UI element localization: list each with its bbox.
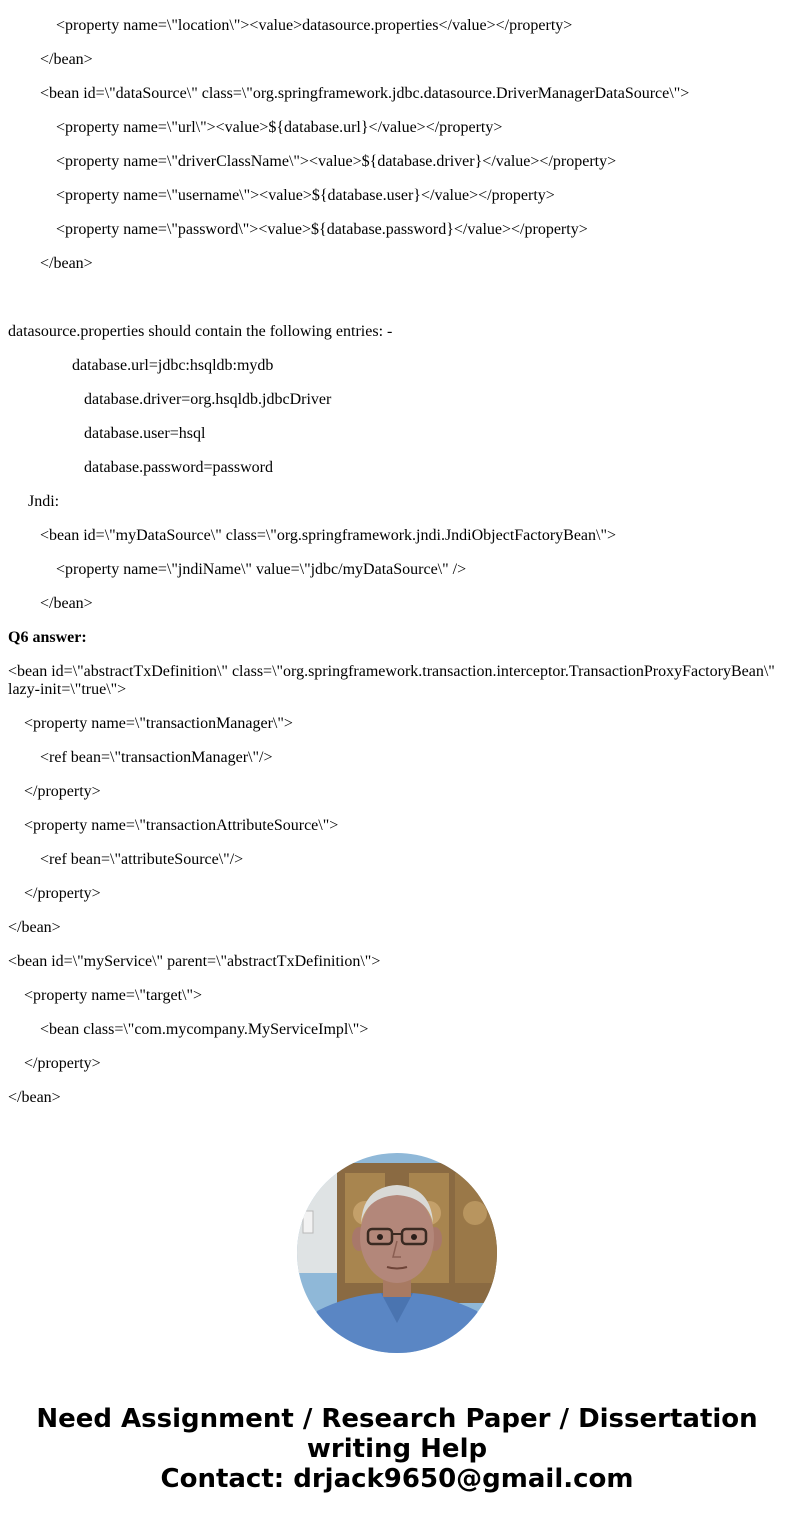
code-line: <property name=\"transactionManager\"> <box>24 715 293 732</box>
cta-headline-line: writing Help <box>306 1434 488 1464</box>
properties-entry: database.driver=org.hsqldb.jdbcDriver <box>84 391 332 408</box>
code-line: </property> <box>24 783 101 800</box>
code-line: <bean id=\"myService\" parent=\"abstractTxDefinition\"> <box>8 953 381 970</box>
code-line: <property name=\"location\"><value>datasource.properties</value></property> <box>56 17 573 34</box>
section-label: Jndi: <box>28 493 60 510</box>
properties-entry: database.password=password <box>84 459 273 476</box>
code-line: </bean> <box>40 595 93 612</box>
contact-email: Contact: drjack9650@gmail.com <box>160 1464 634 1494</box>
code-line: </property> <box>24 1055 101 1072</box>
code-line: </bean> <box>40 255 93 272</box>
code-line: <property name=\"jndiName\" value=\"jdbc/myDataSource\" /> <box>56 561 467 578</box>
code-line: </bean> <box>8 1089 61 1106</box>
code-line: </bean> <box>8 919 61 936</box>
code-line: <property name=\"driverClassName\"><value>${database.driver}</value></property> <box>56 153 617 170</box>
code-line: <ref bean=\"transactionManager\"/> <box>40 749 273 766</box>
code-line: <ref bean=\"attributeSource\"/> <box>40 851 244 868</box>
cta-headline-line: Need Assignment / Research Paper / Dissertation <box>36 1404 758 1434</box>
code-line: </bean> <box>40 51 93 68</box>
code-line: <property name=\"target\"> <box>24 987 203 1004</box>
code-line: <property name=\"password\"><value>${database.password}</value></property> <box>56 221 588 238</box>
code-line: <bean id=\"abstractTxDefinition\" class=\"org.springframework.transaction.interceptor.TransactionProxyFactoryBean\" lazy-init=\"true\"> <box>8 663 775 698</box>
code-line: <property name=\"url\"><value>${database.url}</value></property> <box>56 119 503 136</box>
avatar <box>297 1153 497 1353</box>
properties-entry: database.user=hsql <box>84 425 206 442</box>
person-portrait-icon <box>297 1153 497 1353</box>
properties-entry: database.url=jdbc:hsqldb:mydb <box>72 357 274 374</box>
code-line: </property> <box>24 885 101 902</box>
code-line: <bean class=\"com.mycompany.MyServiceImpl\"> <box>40 1021 369 1038</box>
code-line: <property name=\"transactionAttributeSource\"> <box>24 817 339 834</box>
code-line: <property name=\"username\"><value>${database.user}</value></property> <box>56 187 555 204</box>
code-line: <bean id=\"myDataSource\" class=\"org.springframework.jndi.JndiObjectFactoryBean\"> <box>40 527 617 544</box>
paragraph-text: datasource.properties should contain the following entries: - <box>8 323 393 340</box>
code-line: <bean id=\"dataSource\" class=\"org.springframework.jdbc.datasource.DriverManagerDataSource\"> <box>40 85 690 102</box>
answer-heading: Q6 answer: <box>8 629 87 646</box>
